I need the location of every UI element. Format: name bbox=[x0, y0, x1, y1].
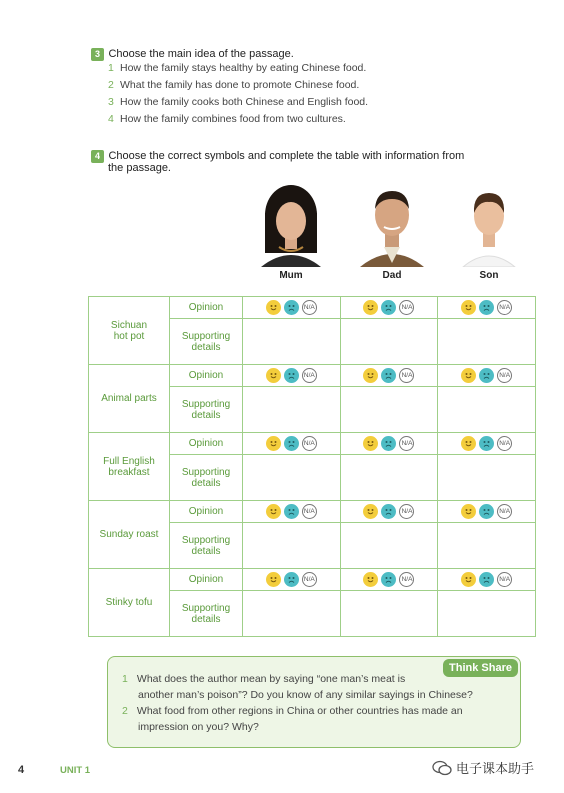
na-symbol[interactable]: N/A bbox=[497, 368, 512, 383]
happy-face-icon[interactable] bbox=[266, 504, 281, 519]
details-cell-son[interactable] bbox=[438, 455, 536, 501]
opinion-row bbox=[89, 569, 536, 591]
info-table bbox=[88, 296, 536, 637]
supporting-label: Supporting details bbox=[170, 319, 243, 365]
opinion-cell-dad[interactable] bbox=[340, 433, 438, 455]
na-symbol[interactable]: N/A bbox=[399, 368, 414, 383]
details-cell-dad[interactable] bbox=[340, 319, 438, 365]
option[interactable]: 4 How the family combines food from two cultures. bbox=[108, 113, 346, 125]
person-dad bbox=[355, 183, 429, 281]
opinion-label: Opinion bbox=[170, 501, 243, 523]
symbol-choices bbox=[243, 504, 340, 519]
sad-face-icon[interactable] bbox=[381, 572, 396, 587]
opinion-cell-dad[interactable] bbox=[340, 297, 438, 319]
details-cell-son[interactable] bbox=[438, 319, 536, 365]
opinion-cell-son[interactable] bbox=[438, 433, 536, 455]
details-cell-son[interactable] bbox=[438, 387, 536, 433]
food-cell: Full English breakfast bbox=[89, 433, 170, 501]
opinion-cell-dad[interactable] bbox=[340, 501, 438, 523]
supporting-label: Supporting details bbox=[170, 455, 243, 501]
na-symbol[interactable]: N/A bbox=[302, 300, 317, 315]
option[interactable]: 1 How the family stays healthy by eating Chinese food. bbox=[108, 62, 367, 74]
sad-face-icon[interactable] bbox=[479, 436, 494, 451]
think-share-badge: Think Share bbox=[443, 659, 518, 677]
person-label: Dad bbox=[382, 270, 402, 281]
opinion-row bbox=[89, 501, 536, 523]
sad-face-icon[interactable] bbox=[284, 368, 299, 383]
happy-face-icon[interactable] bbox=[363, 368, 378, 383]
sad-face-icon[interactable] bbox=[381, 436, 396, 451]
question-title: Choose the main idea of the passage. bbox=[108, 48, 294, 60]
happy-face-icon[interactable] bbox=[266, 300, 281, 315]
opinion-cell-mum[interactable] bbox=[243, 297, 341, 319]
symbol-choices bbox=[341, 368, 438, 383]
sad-face-icon[interactable] bbox=[381, 300, 396, 315]
happy-face-icon[interactable] bbox=[266, 436, 281, 451]
sad-face-icon[interactable] bbox=[479, 368, 494, 383]
details-cell-dad[interactable] bbox=[340, 455, 438, 501]
person-mum bbox=[254, 183, 328, 281]
opinion-cell-son[interactable] bbox=[438, 297, 536, 319]
happy-face-icon[interactable] bbox=[461, 368, 476, 383]
happy-face-icon[interactable] bbox=[266, 368, 281, 383]
symbol-choices bbox=[438, 504, 535, 519]
symbol-choices bbox=[438, 368, 535, 383]
na-symbol[interactable]: N/A bbox=[302, 572, 317, 587]
think-question-cont: another man’s poison”? Do you know of any similar sayings in Chinese? bbox=[138, 689, 473, 701]
opinion-label: Opinion bbox=[170, 433, 243, 455]
details-cell-son[interactable] bbox=[438, 591, 536, 637]
opinion-cell-mum[interactable] bbox=[243, 365, 341, 387]
details-cell-mum[interactable] bbox=[243, 319, 341, 365]
person-label: Son bbox=[479, 270, 499, 281]
food-cell: Stinky tofu bbox=[89, 569, 170, 637]
na-symbol[interactable]: N/A bbox=[399, 504, 414, 519]
opinion-cell-son[interactable] bbox=[438, 365, 536, 387]
na-symbol[interactable]: N/A bbox=[497, 300, 512, 315]
symbol-choices bbox=[243, 436, 340, 451]
think-share-box bbox=[107, 656, 521, 748]
na-symbol[interactable]: N/A bbox=[399, 572, 414, 587]
sad-face-icon[interactable] bbox=[381, 504, 396, 519]
na-symbol[interactable]: N/A bbox=[302, 368, 317, 383]
opinion-cell-son[interactable] bbox=[438, 569, 536, 591]
supporting-label: Supporting details bbox=[170, 523, 243, 569]
food-cell: Sunday roast bbox=[89, 501, 170, 569]
sad-face-icon[interactable] bbox=[284, 504, 299, 519]
details-cell-dad[interactable] bbox=[340, 387, 438, 433]
question-number: 3 bbox=[91, 48, 104, 61]
watermark-text: 电子课本助手 bbox=[456, 761, 535, 776]
option[interactable]: 2 What the family has done to promote Chinese food. bbox=[108, 79, 360, 91]
na-symbol[interactable]: N/A bbox=[302, 504, 317, 519]
opinion-row bbox=[89, 365, 536, 387]
opinion-cell-mum[interactable] bbox=[243, 501, 341, 523]
details-cell-mum[interactable] bbox=[243, 591, 341, 637]
supporting-label: Supporting details bbox=[170, 387, 243, 433]
happy-face-icon[interactable] bbox=[363, 572, 378, 587]
na-symbol[interactable]: N/A bbox=[497, 572, 512, 587]
symbol-choices bbox=[438, 572, 535, 587]
symbol-choices bbox=[438, 436, 535, 451]
na-symbol[interactable]: N/A bbox=[302, 436, 317, 451]
person-label: Mum bbox=[279, 270, 303, 281]
symbol-choices bbox=[243, 300, 340, 315]
opinion-cell-mum[interactable] bbox=[243, 569, 341, 591]
happy-face-icon[interactable] bbox=[363, 300, 378, 315]
sad-face-icon[interactable] bbox=[284, 572, 299, 587]
opinion-cell-son[interactable] bbox=[438, 501, 536, 523]
sad-face-icon[interactable] bbox=[381, 368, 396, 383]
na-symbol[interactable]: N/A bbox=[497, 436, 512, 451]
opinion-label: Opinion bbox=[170, 569, 243, 591]
think-question-cont: impression on you? Why? bbox=[138, 721, 259, 733]
opinion-label: Opinion bbox=[170, 297, 243, 319]
symbol-choices bbox=[438, 300, 535, 315]
happy-face-icon[interactable] bbox=[363, 436, 378, 451]
details-cell-mum[interactable] bbox=[243, 387, 341, 433]
question-title: Choose the correct symbols and complete the table with information from bbox=[108, 150, 465, 162]
na-symbol[interactable]: N/A bbox=[399, 436, 414, 451]
happy-face-icon[interactable] bbox=[461, 572, 476, 587]
symbol-choices bbox=[243, 368, 340, 383]
question-number: 4 bbox=[91, 150, 104, 163]
question-title-cont: the passage. bbox=[108, 162, 171, 174]
opinion-row bbox=[89, 433, 536, 455]
opinion-cell-dad[interactable] bbox=[340, 365, 438, 387]
unit-label: UNIT 1 bbox=[60, 765, 91, 776]
happy-face-icon[interactable] bbox=[461, 504, 476, 519]
food-cell: Animal parts bbox=[89, 365, 170, 433]
mum-photo bbox=[257, 183, 325, 267]
symbol-choices bbox=[341, 572, 438, 587]
supporting-label: Supporting details bbox=[170, 591, 243, 637]
symbol-choices bbox=[341, 504, 438, 519]
happy-face-icon[interactable] bbox=[461, 300, 476, 315]
wechat-icon bbox=[432, 760, 452, 776]
opinion-cell-dad[interactable] bbox=[340, 569, 438, 591]
na-symbol[interactable]: N/A bbox=[497, 504, 512, 519]
details-cell-mum[interactable] bbox=[243, 455, 341, 501]
watermark bbox=[432, 758, 534, 777]
opinion-row bbox=[89, 297, 536, 319]
dad-photo bbox=[358, 183, 426, 267]
sad-face-icon[interactable] bbox=[284, 436, 299, 451]
details-cell-dad[interactable] bbox=[340, 523, 438, 569]
sad-face-icon[interactable] bbox=[284, 300, 299, 315]
symbol-choices bbox=[341, 300, 438, 315]
sad-face-icon[interactable] bbox=[479, 504, 494, 519]
son-photo bbox=[455, 183, 523, 267]
opinion-label: Opinion bbox=[170, 365, 243, 387]
happy-face-icon[interactable] bbox=[266, 572, 281, 587]
sad-face-icon[interactable] bbox=[479, 572, 494, 587]
details-cell-son[interactable] bbox=[438, 523, 536, 569]
symbol-choices bbox=[243, 572, 340, 587]
option[interactable]: 3 How the family cooks both Chinese and English food. bbox=[108, 96, 369, 108]
happy-face-icon[interactable] bbox=[363, 504, 378, 519]
happy-face-icon[interactable] bbox=[461, 436, 476, 451]
person-son bbox=[452, 183, 526, 281]
na-symbol[interactable]: N/A bbox=[399, 300, 414, 315]
food-cell: Sichuan hot pot bbox=[89, 297, 170, 365]
symbol-choices bbox=[341, 436, 438, 451]
opinion-cell-mum[interactable] bbox=[243, 433, 341, 455]
details-cell-mum[interactable] bbox=[243, 523, 341, 569]
page-number: 4 bbox=[18, 764, 25, 776]
sad-face-icon[interactable] bbox=[479, 300, 494, 315]
think-question: 1 What does the author mean by saying “one man’s meat is bbox=[122, 673, 406, 685]
question-3 bbox=[91, 44, 294, 62]
details-cell-dad[interactable] bbox=[340, 591, 438, 637]
think-question: 2 What food from other regions in China or other countries has made an bbox=[122, 705, 463, 717]
